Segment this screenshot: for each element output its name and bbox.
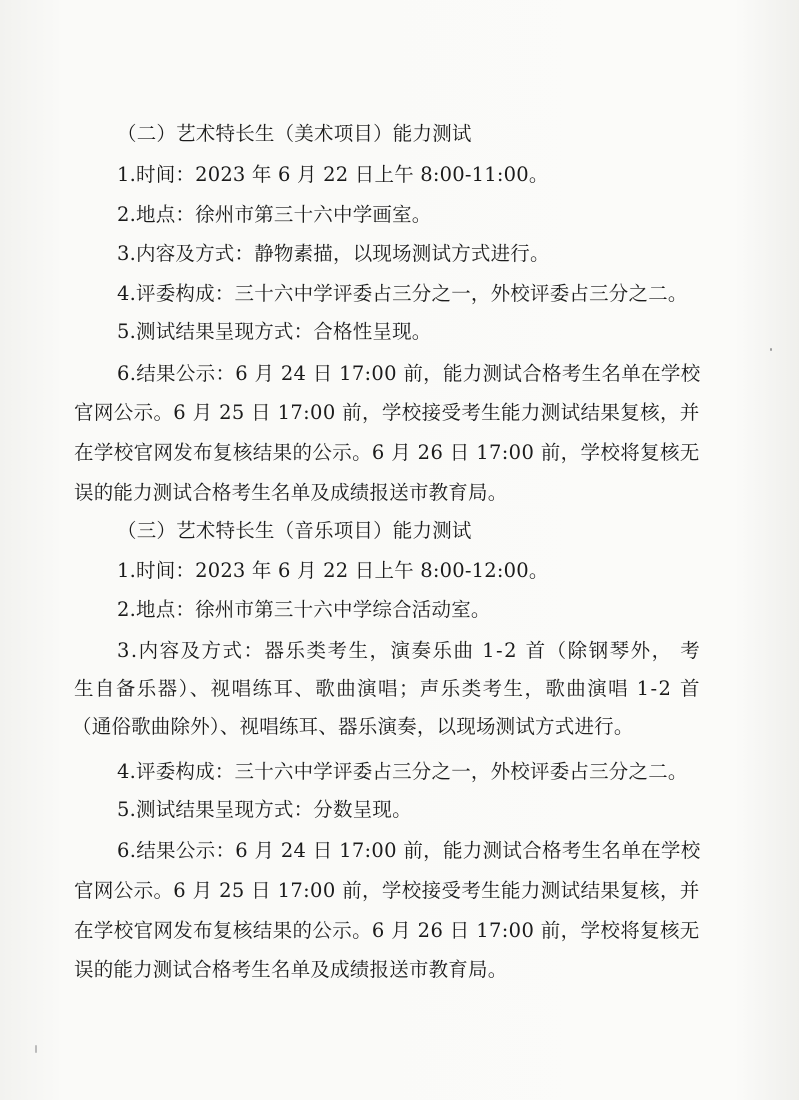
art-result-format: 5.测试结果呈现方式：合格性呈现。 xyxy=(117,320,432,343)
art-judges: 4.评委构成：三十六中学评委占三分之一，外校评委占三分之二。 xyxy=(117,282,688,305)
art-time: 1.时间：2023 年 6 月 22 日上午 8:00-11:00。 xyxy=(117,163,549,186)
music-result-format: 5.测试结果呈现方式：分数呈现。 xyxy=(117,798,412,821)
art-publicity-line-3: 在学校官网发布复核结果的公示。6 月 26 日 17:00 前，学校将复核无 xyxy=(74,441,700,464)
music-location: 2.地点：徐州市第三十六中学综合活动室。 xyxy=(117,598,491,621)
scan-speck xyxy=(770,348,772,351)
music-content-line-2: 生自备乐器）、视唱练耳、歌曲演唱；声乐类考生，歌曲演唱 1-2 首 xyxy=(74,677,701,700)
music-publicity-line-2: 官网公示。6 月 25 日 17:00 前，学校接受考生能力测试结果复核，并 xyxy=(74,879,700,902)
music-judges: 4.评委构成：三十六中学评委占三分之一，外校评委占三分之二。 xyxy=(117,760,688,783)
art-publicity-line-2: 官网公示。6 月 25 日 17:00 前，学校接受考生能力测试结果复核，并 xyxy=(74,401,700,424)
art-publicity-line-4: 误的能力测试合格考生名单及成绩报送市教育局。 xyxy=(74,481,508,504)
music-time: 1.时间：2023 年 6 月 22 日上午 8:00-12:00。 xyxy=(117,559,549,582)
scan-speck xyxy=(35,1045,37,1053)
art-content: 3.内容及方式：静物素描，以现场测试方式进行。 xyxy=(117,242,550,265)
music-publicity-line-3: 在学校官网发布复核结果的公示。6 月 26 日 17:00 前，学校将复核无 xyxy=(74,919,700,942)
section-heading-art: （二）艺术特长生（美术项目）能力测试 xyxy=(117,122,472,145)
music-content-line-1: 3.内容及方式：器乐类考生，演奏乐曲 1-2 首（除钢琴外， 考 xyxy=(117,639,702,662)
music-publicity-line-1: 6.结果公示：6 月 24 日 17:00 前，能力测试合格考生名单在学校 xyxy=(117,839,701,862)
music-content-line-3: （通俗歌曲除外）、视唱练耳、器乐演奏，以现场测试方式进行。 xyxy=(72,715,634,738)
art-publicity-line-1: 6.结果公示：6 月 24 日 17:00 前，能力测试合格考生名单在学校 xyxy=(117,362,701,385)
music-publicity-line-4: 误的能力测试合格考生名单及成绩报送市教育局。 xyxy=(74,958,508,981)
art-location: 2.地点：徐州市第三十六中学画室。 xyxy=(117,203,432,226)
section-heading-music: （三）艺术特长生（音乐项目）能力测试 xyxy=(117,519,472,542)
